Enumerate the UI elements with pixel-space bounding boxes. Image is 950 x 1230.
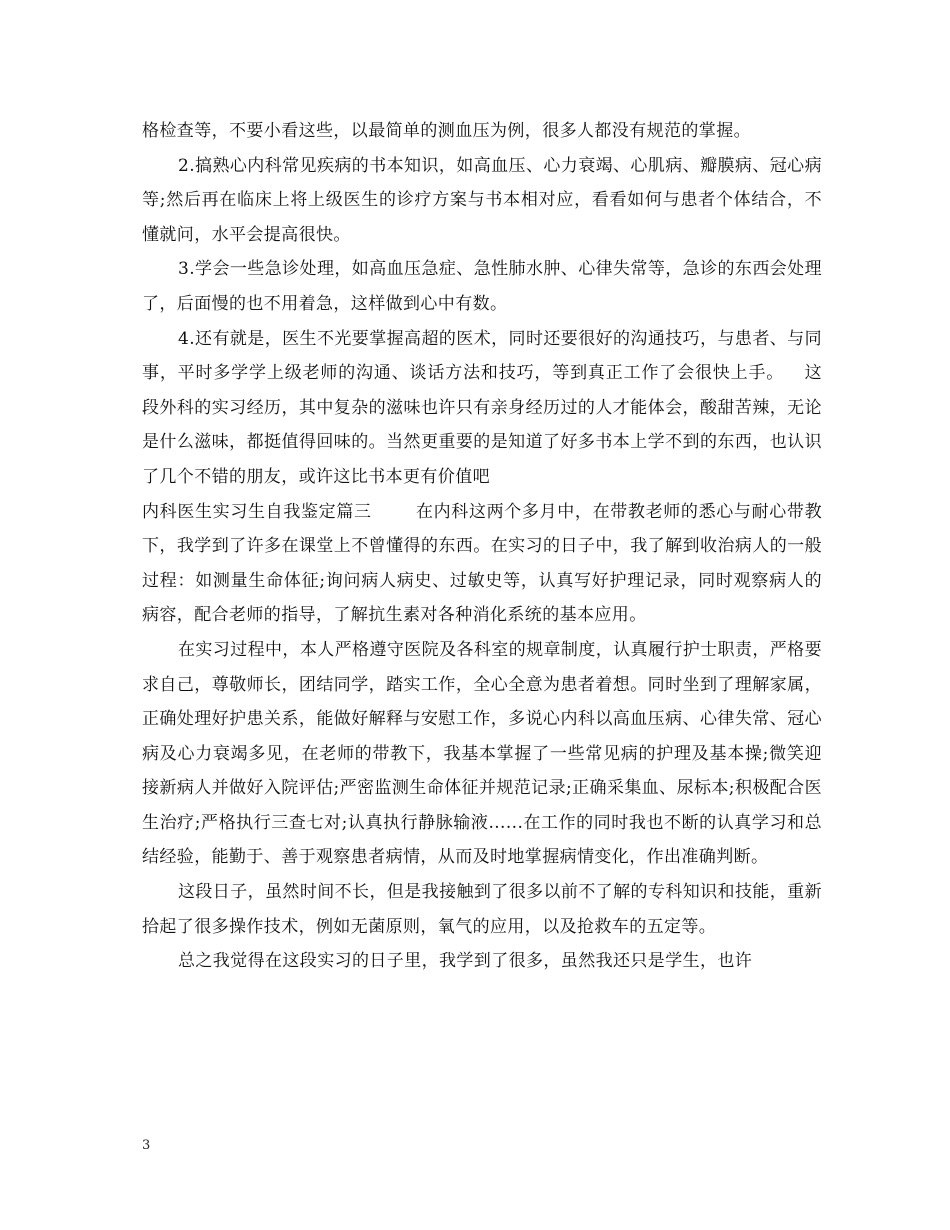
paragraph-0: 格检查等，不要小看这些，以最简单的测血压为例，很多人都没有规范的掌握。 bbox=[142, 121, 751, 141]
paragraph-3b-text: 这段外科的实习经历，其中复杂的滋味也许只有亲身经历过的人才能体会，酸甜苦辣，无论是什么滋味，都挺值得回味的。当然更重要的是知道了好多书本上学不到的东西，也认识了几个不错的朋友，或许这比书本更有价值吧 bbox=[142, 363, 822, 487]
paragraph-3-text: 4.还有就是，医生不光要掌握高超的医术，同时还要很好的沟通技巧，与患者、与同事，平时多学学上级老师的沟通、谈话方法和技巧，等到真正工作了会很快上手。 bbox=[142, 328, 822, 384]
paragraph-6: 这段日子，虽然时间不长，但是我接触到了很多以前不了解的专科知识和技能，重新拾起了很多操作技术，例如无菌原则，氧气的应用，以及抢救车的五定等。 bbox=[142, 882, 822, 937]
paragraph-7: 总之我觉得在这段实习的日子里，我学到了很多，虽然我还只是学生，也许 bbox=[178, 951, 753, 972]
paragraph-4-text: 在内科这两个多月中，在带教老师的悉心与耐心带教下，我学到了许多在课堂上不曾懂得的东西。在实习的日子中，我了解到收治病人的一般过程：如测量生命体征;询问病人病史、过敏史等，认真写好护理记录，同时观察病人的病容，配合老师的指导，了解抗生素对各种消化系统的基本应用。 bbox=[142, 501, 823, 626]
paragraph-4 bbox=[142, 495, 822, 633]
page-number: 3 bbox=[142, 1138, 151, 1153]
document-body bbox=[142, 114, 822, 979]
paragraph-1: 2.搞熟心内科常见疾病的书本知识，如高血压、心力衰竭、心肌病、瓣膜病、冠心病等;然后再在临床上将上级医生的诊疗方案与书本相对应，看看如何与患者个体结合，不懂就问，水平会提高很快。 bbox=[142, 155, 822, 245]
paragraph-5: 在实习过程中，本人严格遵守医院及各科室的规章制度，认真履行护士职责，严格要求自己，尊敬师长，团结同学，踏实工作，全心全意为患者着想。同时坐到了理解家属，正确处理好护患关系，能做好解释与安慰工作，多说心内科以高血压病、心律失常、冠心病及心力衰竭多见，在老师的带教下，我基本掌握了一些常见病的护理及基本操;微笑迎接新病人并做好入院评估;严密监测生命体征并规范记录;正确采集血、尿标本;积极配合医生治疗;严格执行三查七对;认真执行静脉输液......在工作的同时我也不断的认真学习和总结经验，能勤于、善于观察患者病情，从而及时地掌握病情变化，作出准确判断。 bbox=[142, 639, 822, 868]
section-title: 内科医生实习生自我鉴定篇三 bbox=[142, 501, 372, 522]
paragraph-3 bbox=[142, 322, 822, 495]
paragraph-2: 3.学会一些急诊处理，如高血压急症、急性肺水肿、心律失常等，急诊的东西会处理了，后面慢的也不用着急，这样做到心中有数。 bbox=[142, 259, 822, 314]
